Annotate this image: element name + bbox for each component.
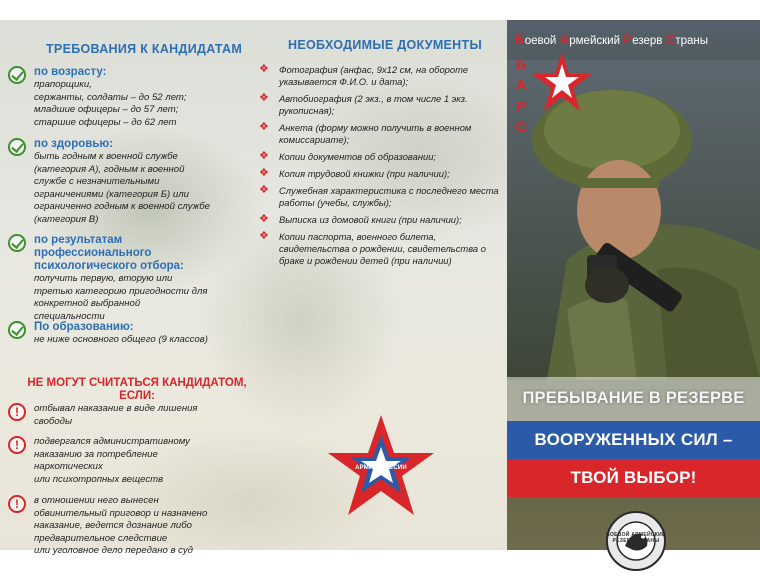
requirement-heading: По образованию: — [34, 321, 134, 333]
documents-title: НЕОБХОДИМЫЕ ДОКУМЕНТЫ — [288, 38, 482, 52]
exclamation-icon: ! — [8, 436, 26, 454]
left-panel — [0, 20, 507, 556]
requirement-text: (категория А), годным к военной — [34, 163, 185, 175]
requirement-text: ограничениями (категория Б) или — [34, 188, 189, 200]
disqualification-text: наказанию за потребление — [34, 448, 158, 460]
requirement-text: специальности — [34, 310, 105, 322]
requirement-heading: по результатам профессионального психологического отбора: — [34, 234, 184, 272]
requirement-heading: по здоровью: — [34, 138, 114, 150]
requirement-education — [8, 321, 243, 347]
banner-line-2: ВООРУЖЕННЫХ СИЛ – — [534, 430, 733, 449]
requirement-age — [8, 66, 243, 129]
exclamation-icon: ! — [8, 495, 26, 513]
check-icon — [8, 66, 26, 84]
requirement-text: старшие офицеры – до 62 лет — [34, 116, 177, 128]
star-bullet-icon: ❖ — [259, 121, 269, 133]
disqualification-text: обвинительный приговор и назначено — [34, 507, 208, 519]
document-item: ❖ Выписка из домовой книги (при наличии); — [259, 213, 462, 225]
disqualification-text: наркотических — [34, 461, 103, 472]
star-bullet-icon: ❖ — [259, 230, 269, 242]
check-icon — [8, 321, 26, 339]
document-item: ❖ Копии документов об образовании; — [259, 150, 437, 162]
exclamation-icon: ! — [8, 403, 26, 421]
requirement-text: прапорщики, — [34, 79, 92, 90]
star-bullet-icon: ❖ — [259, 213, 269, 225]
check-icon — [8, 234, 26, 252]
star-bullet-icon: ❖ — [259, 184, 269, 196]
document-item: ❖ Фотография (анфас, 9х12 см, на обороте указывается Ф.И.О. и дата); — [259, 63, 469, 87]
requirement-text: получить первую, вторую или — [34, 273, 173, 284]
requirement-text: третью категорию пригодности для — [34, 285, 208, 297]
star-bullet-icon: ❖ — [259, 150, 269, 162]
disqualification-text: или психотропных веществ — [34, 473, 164, 485]
check-icon — [8, 138, 26, 156]
requirement-text: (категория В) — [34, 213, 99, 225]
brand-title: Боевой Армейский Резерв Страны — [515, 32, 709, 47]
disqualification-item — [8, 436, 248, 486]
star-bullet-icon: ❖ — [259, 63, 269, 75]
requirement-text: сержанты, солдаты – до 52 лет; — [34, 91, 187, 103]
requirement-text: быть годным к военной службе — [34, 151, 178, 162]
seal-text: БОЕВОЙ АРМЕЙСКИЙ РЕЗЕРВ СТРАНЫ — [606, 532, 666, 544]
brand-acronym: Б А Р С — [515, 56, 527, 136]
banner-line-1: ПРЕБЫВАНИЕ В РЕЗЕРВЕ — [522, 389, 745, 407]
red-star-icon — [529, 50, 595, 116]
disqualification-text: предварительное следствие — [34, 532, 168, 544]
disqualification-text: свободы — [34, 415, 73, 427]
army-russia-logo — [322, 413, 440, 518]
requirement-health — [8, 138, 243, 226]
disqualification-title: НЕ МОГУТ СЧИТАТЬСЯ КАНДИДАТОМ, ЕСЛИ: — [27, 377, 247, 402]
logo-caption: АРМИЯ РОССИИ — [355, 465, 407, 471]
requirement-text: конкретной выбранной — [34, 298, 141, 309]
requirement-text: младшие офицеры – до 57 лет; — [34, 104, 179, 115]
requirement-text: ограниченно годным к военной службе — [34, 201, 210, 212]
document-item: ❖ Копии паспорта, военного билета, свидетельства о рождении, свидетельства о браке и рождении детей (при наличии) — [259, 230, 486, 266]
document-item: ❖ Анкета (форму можно получить в военном комиссариате); — [259, 121, 472, 145]
requirements-title: ТРЕБОВАНИЯ К КАНДИДАТАМ — [46, 42, 243, 56]
disqualification-text: отбывал наказание в виде лишения — [34, 403, 198, 414]
document-item: ❖ Автобиография (2 экз., в том числе 1 экз. рукописная); — [259, 92, 468, 116]
requirement-text: не ниже основного общего (9 классов) — [34, 334, 208, 345]
requirement-text: службе с незначительными — [34, 176, 160, 187]
disqualification-text: наказание, ведется дознание либо — [34, 520, 192, 531]
star-bullet-icon: ❖ — [259, 92, 269, 104]
document-item: ❖ Служебная характеристика с последнего места работы (учебы, службы); — [259, 184, 499, 208]
disqualification-item — [8, 495, 248, 558]
requirement-psych — [8, 234, 243, 323]
disqualification-text: подвергался административному — [34, 436, 190, 447]
disqualification-item — [8, 403, 248, 428]
disqualification-text: или уголовное дело передано в суд — [34, 545, 193, 556]
document-item: ❖ Копия трудовой книжки (при наличии); — [259, 167, 450, 179]
bars-seal-emblem — [605, 510, 667, 572]
requirement-heading: по возрасту: — [34, 66, 107, 78]
star-bullet-icon: ❖ — [259, 167, 269, 179]
banner-line-3: ТВОЙ ВЫБОР! — [570, 468, 697, 487]
right-panel — [507, 20, 760, 550]
disqualification-text: в отношении него вынесен — [34, 495, 159, 506]
documents-list — [259, 64, 499, 272]
